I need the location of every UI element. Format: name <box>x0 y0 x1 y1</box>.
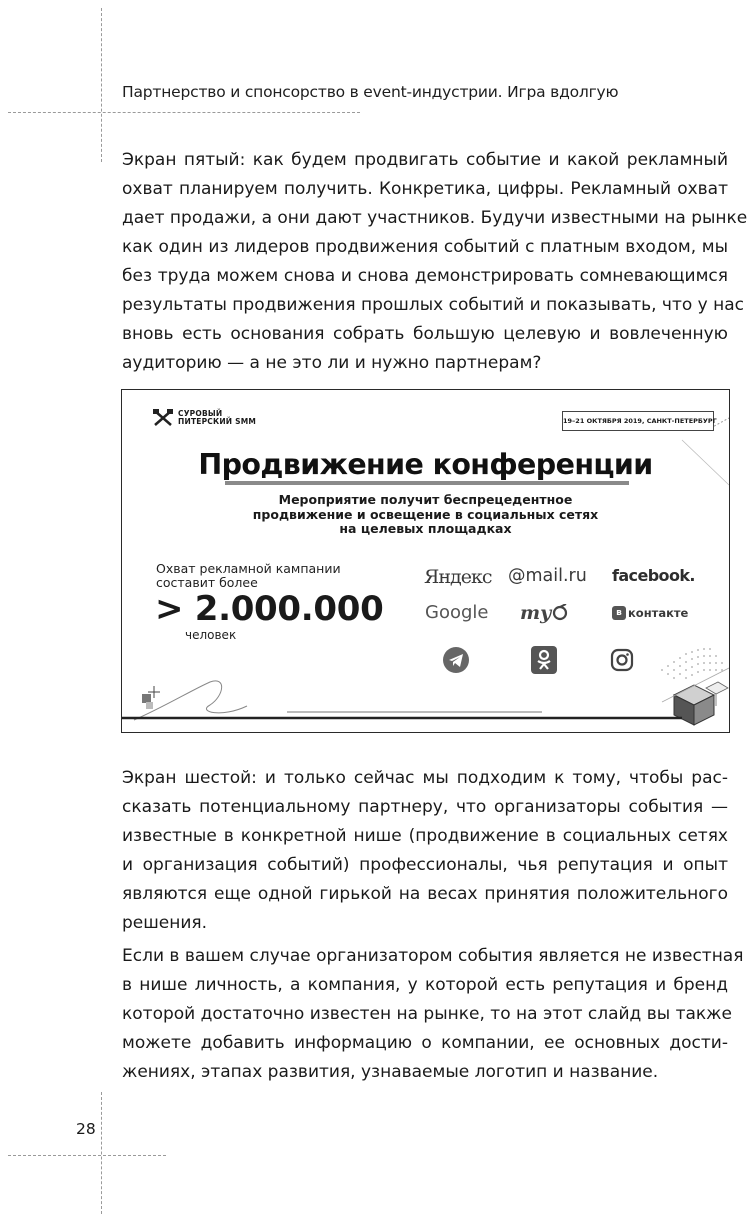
title-underline <box>225 481 629 485</box>
subtitle-line: на целевых площадках <box>339 521 512 536</box>
reach-value: > 2.000.000 <box>155 589 384 629</box>
paragraph-screen-five <box>122 146 748 378</box>
logo-line: СУРОВЫЙ <box>178 408 223 418</box>
moimir-logo-text: my <box>520 602 552 624</box>
text-line: как один из лидеров продвижения событий с платным входом, мы <box>122 237 728 257</box>
text-line: жениях, этапах развития, узнаваемые логотип и название. <box>122 1062 659 1082</box>
telegram-icon <box>442 646 470 674</box>
logo-line: ПИТЕРСКИЙ SMM <box>178 417 257 426</box>
text-line: Экран пятый: как будем продвигать событие и какой рекламный <box>122 150 728 170</box>
text-line: вновь есть основания собрать большую целевую и вовлеченную <box>122 324 728 344</box>
odnoklassniki-icon <box>531 646 557 674</box>
crop-mark-top-horizontal <box>8 112 360 113</box>
slide-title: Продвижение конференции <box>198 448 653 481</box>
text-line: аудиторию — а не это ли и нужно партнерам? <box>122 353 542 373</box>
conference-promo-slide <box>121 389 730 733</box>
paragraph-company-info <box>122 942 744 1087</box>
crop-mark-bottom-horizontal <box>8 1155 166 1156</box>
subtitle-line: продвижение и освещение в социальных сетях <box>252 506 599 522</box>
paragraph-screen-six <box>122 764 728 938</box>
reach-label-line: составит более <box>156 574 258 590</box>
text-line: результаты продвижения прошлых событий и показывать, что у нас <box>122 295 745 315</box>
vk-logo-text: контакте <box>628 606 689 620</box>
subtitle-line: Мероприятие получит беспрецедентное <box>278 492 573 507</box>
yandex-logo: Яндекс <box>424 566 492 588</box>
text-line: Экран шестой: и только сейчас мы подходим к тому, чтобы рас- <box>122 768 728 788</box>
instagram-icon <box>610 648 634 672</box>
vkontakte-logo <box>612 606 688 620</box>
facebook-logo: facebook. <box>612 566 695 585</box>
reach-unit: человек <box>185 628 237 642</box>
crop-mark-top-vertical <box>101 8 102 162</box>
text-line: и организация событий) профессионалы, чья репутация и опыт <box>122 855 728 875</box>
reach-label-line: Охват рекламной кампании <box>156 561 341 576</box>
crop-mark-bottom-vertical <box>101 1092 102 1214</box>
crossed-tools-icon <box>152 408 174 428</box>
moimir-logo <box>520 602 569 624</box>
text-line: в нише личность, а компания, у которой есть репутация и бренд <box>122 975 728 995</box>
text-line: известные в конкретной нише (продвижение в социальных сетях <box>122 826 728 846</box>
event-date-banner: 19–21 ОКТЯБРЯ 2019, САНКТ-ПЕТЕРБУРГ <box>562 411 714 431</box>
organizer-logo <box>152 408 256 428</box>
vk-box-icon: в <box>612 606 626 620</box>
text-line: можете добавить информацию о компании, ее основных дости- <box>122 1033 728 1053</box>
text-line: решения. <box>122 913 208 933</box>
mailru-logo: @mail.ru <box>508 566 587 586</box>
page-number: 28 <box>76 1120 96 1138</box>
text-line: охват планируем получить. Конкретика, цифры. Рекламный охват <box>122 179 728 199</box>
google-logo: Google <box>425 602 489 623</box>
moimir-swirl-icon <box>551 604 569 622</box>
text-line: которой достаточно известен на рынке, то на этот слайд вы также <box>122 1004 732 1024</box>
text-line: без труда можем снова и снова демонстрировать сомневающимся <box>122 266 728 286</box>
text-line: дает продажи, а они дают участников. Будучи известными на рынке <box>122 208 748 228</box>
text-line: сказать потенциальному партнеру, что организаторы события — <box>122 797 728 817</box>
running-header: Партнерство и спонсорство в event-индустрии. Игра вдолгую <box>122 83 619 101</box>
text-line: являются еще одной гирькой на весах принятия положительного <box>122 884 728 904</box>
reach-label <box>156 562 341 589</box>
slide-subtitle <box>122 493 729 537</box>
text-line: Если в вашем случае организатором события является не известная <box>122 946 744 966</box>
